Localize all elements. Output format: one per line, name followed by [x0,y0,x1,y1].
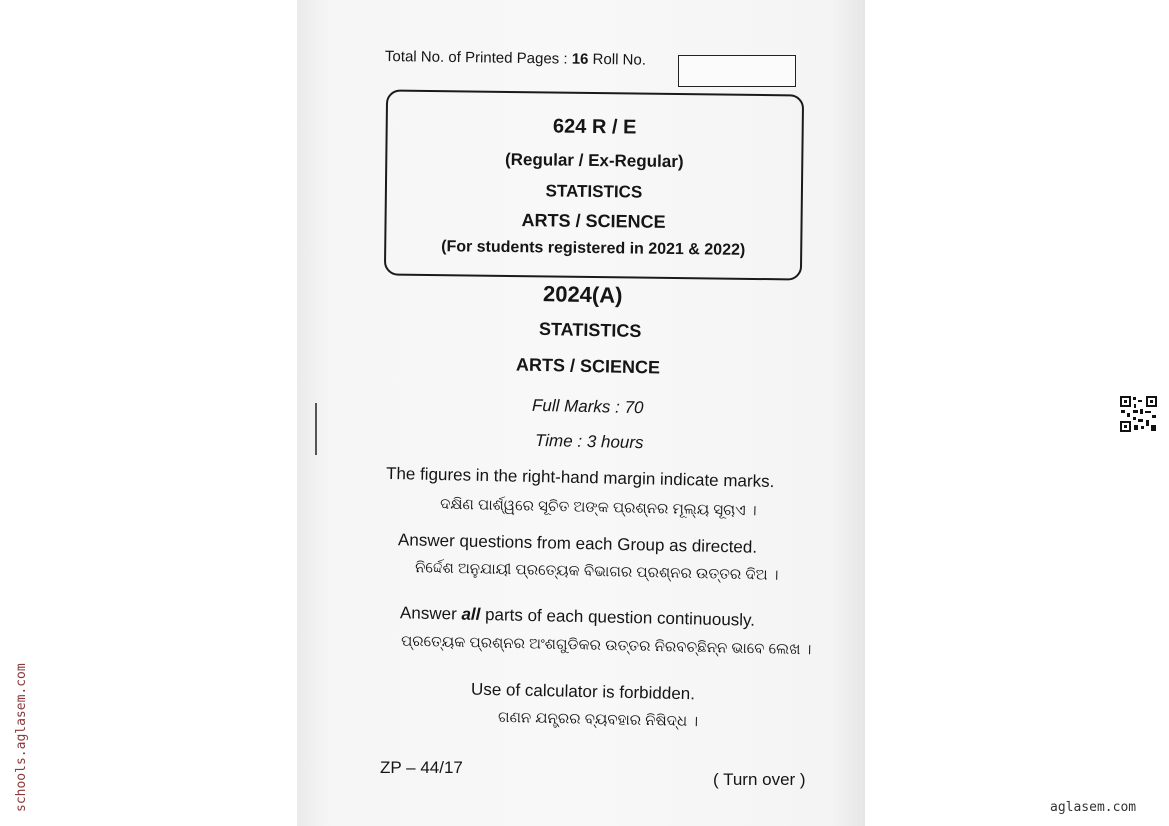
instruction-1-or: ଦକ୍ଷିଣ ପାର୍ଶ୍ୱରେ ସୂଚିତ ଅଙ୍କ ପ୍ରଶ୍ନର ମୂଲ୍ୟ ସୂଚାଏ । [439,495,757,520]
exam-subject: STATISTICS [538,318,642,342]
printed-pages-header [385,48,646,69]
roll-no-label: Roll No. [592,50,647,69]
instruction-2-or: ନିର୍ଦ୍ଦେଶ ଅନୁଯାୟୀ ପ୍ରତ୍ୟେକ ବିଭାଗର ପ୍ରଶ୍ନର ଉତ୍ତର ଦିଅ । [414,559,779,584]
instruction-3-or: ପ୍ରତ୍ୟେକ ପ୍ରଶ୍ନର ଅଂଶଗୁଡିକର ଉତ୍ତର ନିରବଚ୍ଛିନ୍ନ ଭାବେ ଲେଖ । [400,632,812,659]
instruction-1-en: The figures in the right-hand margin indicate marks. [385,463,775,492]
qr-code-icon [1119,395,1158,433]
instruction-4-or: ଗଣନ ଯନ୍ତ୍ରର ବ୍ୟବହାର ନିଷିଦ୍ଧ । [497,708,699,731]
instruction-2-en: Answer questions from each Group as directed. [397,530,758,557]
bottom-watermark: aglasem.com [1050,800,1137,815]
instruction-3-en-before: Answer [399,603,462,624]
roll-no-box [678,55,796,87]
instruction-3-en-after: parts of each question continuously. [480,604,756,630]
printed-pages-value: 16 [571,50,589,68]
side-watermark: schools.aglasem.com [14,663,29,812]
paper-type: (Regular / Ex-Regular) [504,149,684,172]
instruction-4-en: Use of calculator is forbidden. [470,679,696,704]
paper-footer-code: ZP – 44/17 [380,758,463,777]
time-allowed: Time : 3 hours [534,430,644,453]
printed-pages-label: Total No. of Printed Pages : [384,48,568,68]
paper-code-box [384,89,804,280]
full-marks: Full Marks : 70 [531,395,644,418]
instruction-3-en-bold: all [461,604,481,624]
margin-mark [315,403,317,455]
box-stream: ARTS / SCIENCE [521,210,666,232]
paper-code: 624 R / E [552,115,637,139]
exam-stream: ARTS / SCIENCE [515,354,661,378]
exam-year: 2024(A) [542,281,623,308]
registration-note: (For students registered in 2021 & 2022) [441,238,746,259]
box-subject: STATISTICS [545,181,643,202]
turn-over: ( Turn over ) [713,770,806,789]
